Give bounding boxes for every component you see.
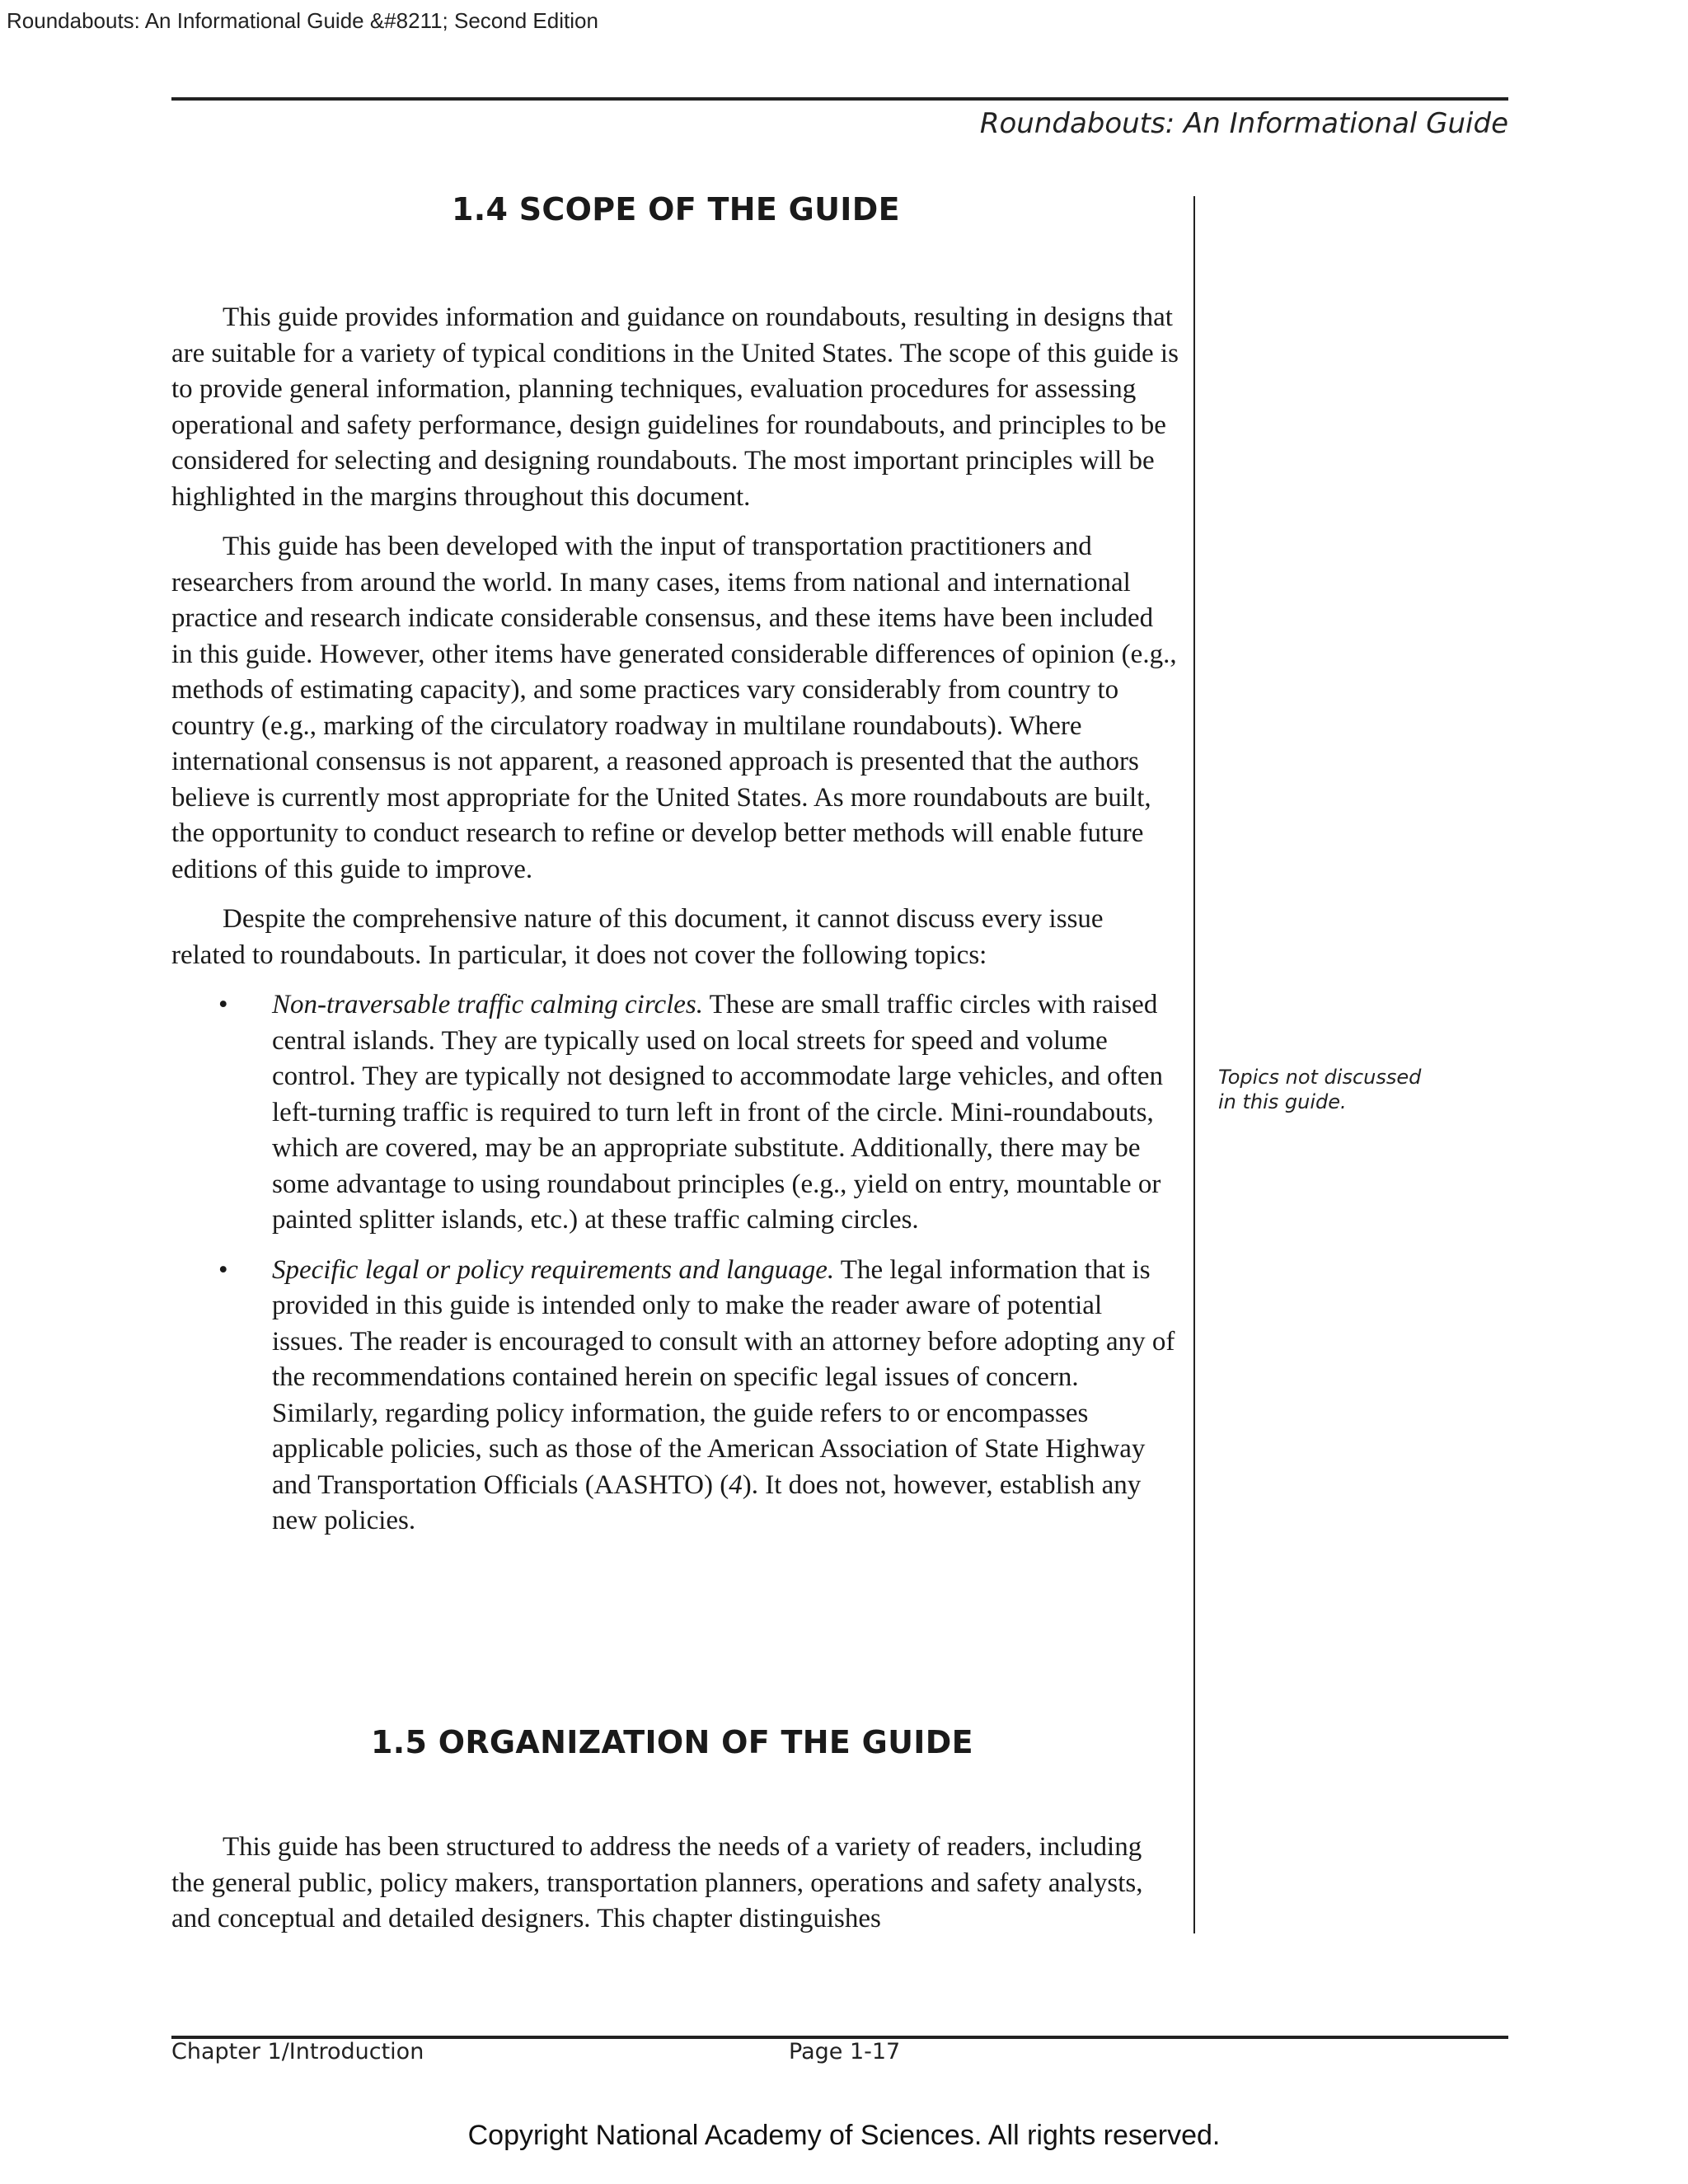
document-banner: Roundabouts: An Informational Guide &#8211; Second Edition [7,8,598,33]
margin-note [1218,1065,1465,1114]
margin-divider [1193,196,1195,1933]
scope-paragraph-3: Despite the comprehensive nature of this document, it cannot discuss every issue related to roundabouts. In particular, it does not cover the following topics: [171,904,1104,970]
bullet-icon: • [218,1254,228,1285]
list-item [171,987,1179,1239]
bullet-icon: • [218,990,228,1019]
footer-chapter: Chapter 1/Introduction [171,2039,424,2064]
footer-page-number: Page 1-17 [789,2039,901,2064]
bullet-lead: Non-traversable traffic calming circles. [272,990,704,1019]
header-rule [171,97,1508,101]
organization-body [171,1830,1179,1952]
list-item [171,1253,1179,1540]
scope-paragraph-1: This guide provides information and guidance on roundabouts, resulting in designs that are suitable for a variety of typical conditions in the United States. The scope of this guide is to provide general information, planning techniques, evaluation procedures for assessing operational and safety performance, design guidelines for roundabouts, and principles to be considered for selecting and designing roundabouts. The most important principles will be highlighted in the margins throughout this document. [171,302,1179,512]
margin-note-line: Topics not discussed [1218,1066,1422,1089]
organization-paragraph: This guide has been structured to address the needs of a variety of readers, including the general public, policy makers, transportation planners, operations and safety analysts, and conceptual and detailed designers. This chapter distinguishes [171,1832,1143,1933]
running-head: Roundabouts: An Informational Guide [979,107,1508,140]
section-heading-organization: 1.5 ORGANIZATION OF THE GUIDE [371,1724,973,1760]
bullet-text: These are small traffic circles with raised central islands. They are typically used on local streets for speed and volume control. They are typically not designed to accommodate large vehicles, and often left-turning traffic is required to turn left in front of the circle. Mini-roundabouts, which are covered, may be an appropriate substitute. Additionally, there may be some advantage to using roundabout principles (e.g., yield on entry, mountable or painted splitter islands, etc.) at these traffic calming circles. [272,990,1163,1235]
scope-body [171,300,1179,1554]
scope-paragraph-2: This guide has been developed with the input of transportation practitioners and researchers from around the world. In many cases, items from national and international practice and research indicate considerable consensus, and these items have been included in this guide. However, other items have generated considerable differences of opinion (e.g., methods of estimating capacity), and some practices vary considerably from country to country (e.g., marking of the circulatory roadway in multilane roundabouts). Where international consensus is not apparent, a reasoned approach is presented that the authors believe is currently most appropriate for the United States. As more roundabouts are built, the opportunity to conduct research to refine or develop better methods will enable future editions of this guide to improve. [171,532,1177,884]
topics-list [171,987,1179,1540]
bullet-text: The legal information that is provided in this guide is intended only to make the reader aware of potential issues. The reader is encouraged to consult with an attorney before adopting any of the recommendations contained herein on specific legal issues of concern. Similarly, regarding policy information, the guide refers to or encompasses applicable policies, such as those of the American Association of State Highway and Transportation Officials (AASHTO) ( [272,1254,1175,1500]
margin-note-line: in this guide. [1218,1090,1347,1113]
reference-number: 4 [729,1469,743,1500]
copyright-notice: Copyright National Academy of Sciences. All rights reserved. [467,2120,1221,2151]
bullet-lead: Specific legal or policy requirements and language. [272,1254,835,1285]
bullet-text-end: ). It does not, however, establish any new policies. [272,1469,1142,1535]
section-heading-scope: 1.4 SCOPE OF THE GUIDE [452,191,900,227]
